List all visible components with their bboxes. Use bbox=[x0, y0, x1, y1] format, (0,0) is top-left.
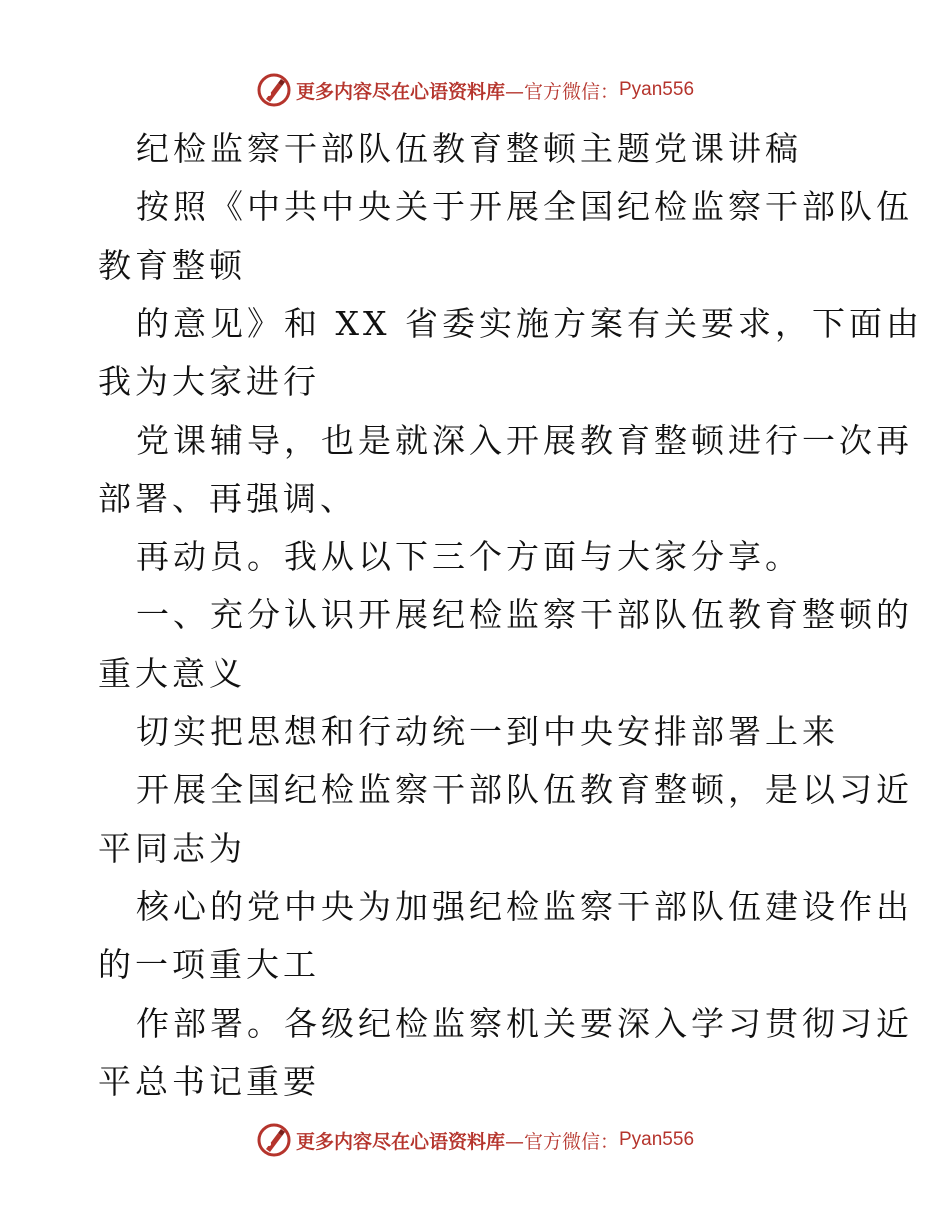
watermark-text: 更多内容尽在心语资料库 bbox=[295, 1130, 505, 1153]
text-line: 核心的党中央为加强纪检监察干部队伍建设作出 bbox=[136, 886, 913, 926]
text-line: 我为大家进行 bbox=[98, 362, 320, 402]
watermark-separator: —官方微信： bbox=[504, 1130, 619, 1153]
text-line: 重大意义 bbox=[98, 653, 246, 693]
text-line: 的意见》和 XX 省委实施方案有关要求，下面由 bbox=[136, 303, 923, 343]
watermark-separator: —官方微信： bbox=[504, 80, 619, 103]
text-line: 开展全国纪检监察干部队伍教育整顿，是以习近 bbox=[136, 770, 913, 810]
text-line: 平总书记重要 bbox=[98, 1061, 320, 1101]
footer-watermark bbox=[0, 1120, 950, 1160]
pen-logo-icon bbox=[256, 1122, 292, 1158]
text-line: 按照《中共中央关于开展全国纪检监察干部队伍 bbox=[136, 187, 913, 227]
text-line: 党课辅导，也是就深入开展教育整顿进行一次再 bbox=[136, 420, 913, 460]
text-line: 平同志为 bbox=[98, 828, 246, 868]
text-line: 切实把思想和行动统一到中央安排部署上来 bbox=[136, 712, 839, 751]
text-line: 的一项重大工 bbox=[98, 945, 320, 985]
text-line: 一、充分认识开展纪检监察干部队伍教育整顿的 bbox=[136, 595, 913, 635]
watermark-account: Pyan556 bbox=[619, 79, 695, 100]
text-line: 纪检监察干部队伍教育整顿主题党课讲稿 bbox=[136, 129, 802, 168]
watermark-text: 更多内容尽在心语资料库 bbox=[295, 80, 505, 103]
watermark-account: Pyan556 bbox=[619, 1129, 695, 1150]
text-line: 教育整顿 bbox=[98, 245, 246, 285]
header-watermark bbox=[0, 70, 950, 110]
text-line: 作部署。各级纪检监察机关要深入学习贯彻习近 bbox=[136, 1003, 913, 1043]
text-line: 部署、再强调、 bbox=[98, 478, 357, 518]
pen-logo-icon bbox=[256, 72, 292, 108]
text-line: 再动员。我从以下三个方面与大家分享。 bbox=[136, 537, 802, 577]
